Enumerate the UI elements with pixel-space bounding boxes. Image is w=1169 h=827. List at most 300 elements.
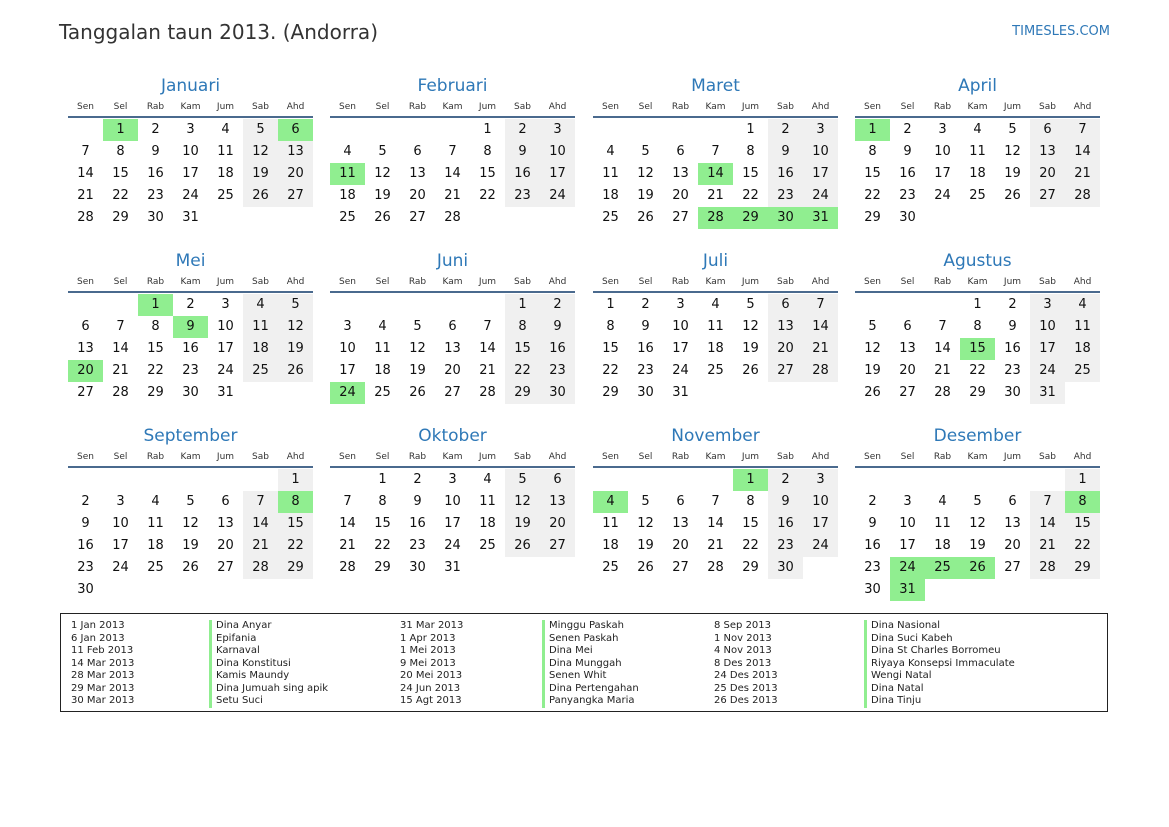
- day-cell: 12: [1004, 144, 1021, 159]
- day-cell: 23: [182, 363, 199, 378]
- holiday-date: 15 Agt 2013: [400, 695, 462, 706]
- empty-cell: [995, 207, 1030, 229]
- day-cell: 27: [768, 360, 803, 382]
- day-cell: 12: [182, 516, 199, 531]
- day-cell: 22: [969, 363, 986, 378]
- week-row: [855, 469, 1100, 491]
- week-row: [593, 294, 838, 316]
- day-cell: 12: [742, 319, 759, 334]
- weekday-label: Rab: [408, 102, 427, 112]
- week-row: [330, 141, 575, 163]
- week-row: [68, 557, 313, 579]
- day-cell: 3: [1030, 294, 1065, 316]
- day-cell: 13: [540, 491, 575, 513]
- holiday-name: Dina Munggah: [542, 658, 639, 671]
- holiday-name: Minggu Paskah: [542, 620, 639, 633]
- weekday-label: Sel: [900, 277, 915, 287]
- week-row: [330, 382, 575, 404]
- day-cell: 25: [374, 385, 391, 400]
- week-row: [593, 119, 838, 141]
- weekday-label: Rab: [671, 452, 690, 462]
- day-cell: 22: [602, 363, 619, 378]
- day-cell: 27: [409, 210, 426, 225]
- day-cell: 22: [112, 188, 129, 203]
- day-cell: 18: [147, 538, 164, 553]
- holiday-name: Epifania: [209, 633, 328, 646]
- empty-cell: [435, 119, 470, 141]
- day-cell: 8: [606, 319, 615, 334]
- week-row: [855, 207, 1100, 229]
- day-cell: 25: [479, 538, 496, 553]
- empty-cell: [925, 579, 960, 601]
- day-cell: 5: [641, 494, 650, 509]
- day-cell: 27: [278, 185, 313, 207]
- weekday-label: Kam: [442, 452, 463, 462]
- day-cell: 5: [505, 469, 540, 491]
- empty-cell: [243, 207, 278, 229]
- month-title: April: [958, 76, 997, 96]
- day-cell: 27: [540, 535, 575, 557]
- day-cell: 4: [221, 122, 230, 137]
- day-cell: 10: [339, 341, 356, 356]
- day-cell: 20: [768, 338, 803, 360]
- empty-cell: [68, 119, 103, 141]
- day-cell: 16: [864, 538, 881, 553]
- weekday-label: Ahd: [548, 277, 567, 287]
- day-cell: 11: [602, 166, 619, 181]
- day-cell: 14: [112, 341, 129, 356]
- day-cell: 8: [505, 316, 540, 338]
- empty-cell: [278, 382, 313, 404]
- week-row: [68, 469, 313, 491]
- empty-cell: [663, 469, 698, 491]
- weekday-label: Sen: [864, 452, 881, 462]
- empty-cell: [768, 382, 803, 404]
- week-row: [330, 535, 575, 557]
- holiday-dates-column: [71, 620, 134, 708]
- day-cell: 6: [676, 144, 685, 159]
- day-cell: 29: [147, 385, 164, 400]
- day-cell: 26: [243, 185, 278, 207]
- day-cell: 2: [903, 122, 912, 137]
- weekday-label: Rab: [146, 277, 165, 287]
- day-cell: 10: [803, 491, 838, 513]
- day-cell: 18: [479, 516, 496, 531]
- weekday-label: Rab: [671, 102, 690, 112]
- day-cell: 3: [221, 297, 230, 312]
- day-cell: 29: [733, 207, 768, 229]
- weekday-label: Kam: [180, 277, 201, 287]
- day-cell: 12: [243, 141, 278, 163]
- day-cell: 24: [540, 185, 575, 207]
- day-cell: 14: [707, 516, 724, 531]
- week-row: [593, 185, 838, 207]
- day-cell: 11: [707, 319, 724, 334]
- week-row: [68, 294, 313, 316]
- empty-cell: [698, 382, 733, 404]
- weekday-label: Kam: [180, 102, 201, 112]
- empty-cell: [505, 207, 540, 229]
- day-cell: 14: [243, 513, 278, 535]
- holiday-date: 1 Jan 2013: [71, 620, 125, 631]
- weekday-header: [68, 273, 313, 293]
- month-title: Februari: [417, 76, 488, 96]
- day-cell: 12: [969, 516, 986, 531]
- holiday-date: 29 Mar 2013: [71, 682, 135, 694]
- day-cell: 4: [343, 144, 352, 159]
- week-row: [68, 163, 313, 185]
- weekday-label: Sab: [514, 102, 531, 112]
- day-cell: 22: [505, 360, 540, 382]
- weekday-label: Ahd: [1073, 277, 1092, 287]
- day-cell: 9: [81, 516, 90, 531]
- weekday-label: Kam: [967, 277, 988, 287]
- empty-cell: [278, 207, 313, 229]
- day-cell: 29: [969, 385, 986, 400]
- month-september: [68, 424, 313, 601]
- week-row: [855, 491, 1100, 513]
- week-row: [593, 469, 838, 491]
- empty-cell: [995, 579, 1030, 601]
- week-row: [593, 141, 838, 163]
- day-cell: 20: [217, 538, 234, 553]
- site-link[interactable]: TIMESLES.COM: [1012, 24, 1110, 39]
- weekday-label: Sen: [339, 452, 356, 462]
- week-row: [593, 163, 838, 185]
- day-cell: 22: [479, 188, 496, 203]
- holiday-date: 31 Mar 2013: [400, 620, 464, 631]
- day-cell: 13: [672, 166, 689, 181]
- day-cell: 20: [540, 513, 575, 535]
- day-cell: 23: [864, 560, 881, 575]
- day-cell: 13: [409, 166, 426, 181]
- week-row: [68, 141, 313, 163]
- holiday-date: 20 Mei 2013: [400, 670, 463, 681]
- weekday-header: [593, 448, 838, 468]
- day-cell: 19: [278, 338, 313, 360]
- empty-cell: [400, 119, 435, 141]
- day-cell: 29: [278, 557, 313, 579]
- empty-cell: [103, 579, 138, 601]
- calendar-grid: [68, 74, 1101, 614]
- weekday-label: Jum: [216, 277, 235, 287]
- week-row: [68, 382, 313, 404]
- weekday-header: [330, 273, 575, 293]
- day-cell: 4: [151, 494, 160, 509]
- weekday-label: Jum: [741, 102, 760, 112]
- day-cell: 2: [641, 297, 650, 312]
- day-cell: 19: [505, 513, 540, 535]
- day-cell: 18: [374, 363, 391, 378]
- empty-cell: [505, 557, 540, 579]
- day-cell: 8: [483, 144, 492, 159]
- holiday-name: Dina Anyar: [209, 620, 328, 633]
- day-cell: 7: [448, 144, 457, 159]
- day-cell: 17: [444, 516, 461, 531]
- weekday-header: [855, 273, 1100, 293]
- holiday-name: Karnaval: [209, 645, 328, 658]
- day-cell: 29: [374, 560, 391, 575]
- weekday-label: Sen: [864, 277, 881, 287]
- day-cell: 16: [409, 516, 426, 531]
- day-cell: 7: [1065, 119, 1100, 141]
- empty-cell: [208, 579, 243, 601]
- month-oktober: [330, 424, 575, 579]
- day-cell: 13: [1004, 516, 1021, 531]
- weekday-label: Ahd: [811, 102, 830, 112]
- day-cell: 1: [138, 294, 173, 316]
- month-title: Maret: [691, 76, 740, 96]
- week-row: [855, 316, 1100, 338]
- month-title: Agustus: [943, 251, 1012, 271]
- day-cell: 4: [378, 319, 387, 334]
- weekday-label: Ahd: [286, 277, 305, 287]
- day-cell: 16: [182, 341, 199, 356]
- weekday-header: [68, 98, 313, 118]
- day-cell: 29: [864, 210, 881, 225]
- day-cell: 18: [1065, 338, 1100, 360]
- day-cell: 22: [742, 188, 759, 203]
- day-cell: 28: [339, 560, 356, 575]
- day-cell: 6: [1030, 119, 1065, 141]
- page-title: Tanggalan taun 2013. (Andorra): [59, 20, 378, 44]
- day-cell: 10: [803, 141, 838, 163]
- day-cell: 16: [540, 338, 575, 360]
- day-cell: 8: [378, 494, 387, 509]
- day-cell: 31: [1030, 382, 1065, 404]
- month-juli: [593, 249, 838, 404]
- day-cell: 23: [637, 363, 654, 378]
- day-cell: 19: [243, 163, 278, 185]
- empty-cell: [208, 207, 243, 229]
- day-cell: 2: [186, 297, 195, 312]
- day-cell: 6: [221, 494, 230, 509]
- day-cell: 28: [112, 385, 129, 400]
- month-maret: [593, 74, 838, 229]
- month-agustus: [855, 249, 1100, 404]
- day-cell: 21: [803, 338, 838, 360]
- month-title: Juli: [702, 251, 729, 271]
- weekday-label: Ahd: [548, 452, 567, 462]
- day-cell: 24: [803, 535, 838, 557]
- week-row: [68, 338, 313, 360]
- day-cell: 5: [641, 144, 650, 159]
- empty-cell: [243, 382, 278, 404]
- week-row: [593, 491, 838, 513]
- day-cell: 30: [182, 385, 199, 400]
- day-cell: 14: [1030, 513, 1065, 535]
- month-juni: [330, 249, 575, 404]
- day-cell: 1: [483, 122, 492, 137]
- weekday-label: Ahd: [811, 452, 830, 462]
- day-cell: 16: [768, 163, 803, 185]
- empty-cell: [593, 119, 628, 141]
- day-cell: 28: [77, 210, 94, 225]
- day-cell: 21: [479, 363, 496, 378]
- day-cell: 3: [186, 122, 195, 137]
- day-cell: 1: [606, 297, 615, 312]
- day-cell: 5: [243, 119, 278, 141]
- day-cell: 31: [890, 579, 925, 601]
- day-cell: 6: [676, 494, 685, 509]
- day-cell: 10: [672, 319, 689, 334]
- weekday-label: Sab: [1039, 452, 1056, 462]
- day-cell: 14: [77, 166, 94, 181]
- weekday-label: Kam: [705, 277, 726, 287]
- day-cell: 1: [378, 472, 387, 487]
- weekday-label: Sel: [638, 277, 653, 287]
- holiday-date: 24 Jun 2013: [400, 682, 461, 694]
- day-cell: 5: [746, 297, 755, 312]
- day-cell: 28: [479, 385, 496, 400]
- weekday-label: Kam: [442, 277, 463, 287]
- empty-cell: [1030, 579, 1065, 601]
- holiday-name: Setu Suci: [209, 695, 328, 708]
- day-cell: 4: [593, 491, 628, 513]
- empty-cell: [803, 557, 838, 579]
- day-cell: 26: [409, 385, 426, 400]
- empty-cell: [1065, 579, 1100, 601]
- empty-cell: [365, 119, 400, 141]
- day-cell: 26: [182, 560, 199, 575]
- day-cell: 18: [934, 538, 951, 553]
- day-cell: 2: [540, 294, 575, 316]
- day-cell: 6: [1008, 494, 1017, 509]
- weekday-label: Rab: [146, 452, 165, 462]
- holiday-date: 25 Des 2013: [714, 682, 778, 694]
- day-cell: 30: [409, 560, 426, 575]
- weekday-label: Sab: [1039, 277, 1056, 287]
- empty-cell: [330, 119, 365, 141]
- weekday-label: Sen: [602, 277, 619, 287]
- day-cell: 23: [505, 185, 540, 207]
- day-cell: 8: [746, 144, 755, 159]
- holiday-dates-column: [400, 620, 463, 708]
- week-row: [593, 360, 838, 382]
- weekday-label: Jum: [1003, 277, 1022, 287]
- day-cell: 21: [77, 188, 94, 203]
- day-cell: 2: [768, 119, 803, 141]
- month-title: Januari: [160, 76, 221, 96]
- day-cell: 28: [803, 360, 838, 382]
- day-cell: 1: [973, 297, 982, 312]
- day-cell: 28: [1030, 557, 1065, 579]
- day-cell: 24: [182, 188, 199, 203]
- day-cell: 17: [217, 341, 234, 356]
- holiday-name: Dina Tinju: [864, 695, 1015, 708]
- empty-cell: [243, 579, 278, 601]
- day-cell: 22: [742, 538, 759, 553]
- holiday-date: 14 Mar 2013: [71, 657, 135, 669]
- day-cell: 12: [637, 166, 654, 181]
- day-cell: 12: [278, 316, 313, 338]
- weekday-label: Jum: [741, 452, 760, 462]
- day-cell: 20: [1030, 163, 1065, 185]
- day-cell: 30: [864, 582, 881, 597]
- month-desember: [855, 424, 1100, 601]
- day-cell: 13: [278, 141, 313, 163]
- week-row: [593, 207, 838, 229]
- week-row: [68, 185, 313, 207]
- day-cell: 11: [969, 144, 986, 159]
- weekday-label: Sel: [113, 452, 128, 462]
- empty-cell: [698, 469, 733, 491]
- day-cell: 11: [374, 341, 391, 356]
- day-cell: 14: [339, 516, 356, 531]
- day-cell: 27: [672, 560, 689, 575]
- day-cell: 21: [444, 188, 461, 203]
- empty-cell: [330, 294, 365, 316]
- day-cell: 25: [925, 557, 960, 579]
- weekday-label: Sen: [602, 102, 619, 112]
- weekday-label: Kam: [705, 452, 726, 462]
- day-cell: 13: [77, 341, 94, 356]
- day-cell: 26: [960, 557, 995, 579]
- day-cell: 11: [934, 516, 951, 531]
- empty-cell: [855, 294, 890, 316]
- week-row: [330, 513, 575, 535]
- day-cell: 6: [413, 144, 422, 159]
- day-cell: 25: [707, 363, 724, 378]
- day-cell: 7: [803, 294, 838, 316]
- day-cell: 26: [637, 210, 654, 225]
- day-cell: 6: [540, 469, 575, 491]
- day-cell: 12: [505, 491, 540, 513]
- day-cell: 9: [1008, 319, 1017, 334]
- day-cell: 26: [1004, 188, 1021, 203]
- weekday-label: Sel: [900, 102, 915, 112]
- week-row: [855, 535, 1100, 557]
- week-row: [330, 316, 575, 338]
- weekday-header: [855, 448, 1100, 468]
- day-cell: 10: [217, 319, 234, 334]
- empty-cell: [960, 469, 995, 491]
- day-cell: 5: [278, 294, 313, 316]
- day-cell: 6: [448, 319, 457, 334]
- day-cell: 22: [864, 188, 881, 203]
- week-row: [593, 557, 838, 579]
- day-cell: 26: [374, 210, 391, 225]
- day-cell: 25: [969, 188, 986, 203]
- empty-cell: [855, 469, 890, 491]
- weekday-label: Ahd: [286, 452, 305, 462]
- week-row: [855, 382, 1100, 404]
- day-cell: 17: [803, 513, 838, 535]
- day-cell: 6: [903, 319, 912, 334]
- day-cell: 31: [672, 385, 689, 400]
- weekday-label: Sab: [777, 277, 794, 287]
- holiday-dates-column: [714, 620, 778, 708]
- month-februari: [330, 74, 575, 229]
- day-cell: 18: [602, 538, 619, 553]
- day-cell: 15: [479, 166, 496, 181]
- day-cell: 3: [803, 119, 838, 141]
- day-cell: 25: [602, 210, 619, 225]
- day-cell: 13: [444, 341, 461, 356]
- day-cell: 5: [868, 319, 877, 334]
- day-cell: 31: [217, 385, 234, 400]
- week-row: [68, 535, 313, 557]
- weekday-label: Kam: [705, 102, 726, 112]
- day-cell: 20: [409, 188, 426, 203]
- day-cell: 4: [483, 472, 492, 487]
- empty-cell: [470, 557, 505, 579]
- empty-cell: [278, 579, 313, 601]
- day-cell: 9: [505, 141, 540, 163]
- day-cell: 14: [444, 166, 461, 181]
- weekday-label: Rab: [671, 277, 690, 287]
- day-cell: 5: [973, 494, 982, 509]
